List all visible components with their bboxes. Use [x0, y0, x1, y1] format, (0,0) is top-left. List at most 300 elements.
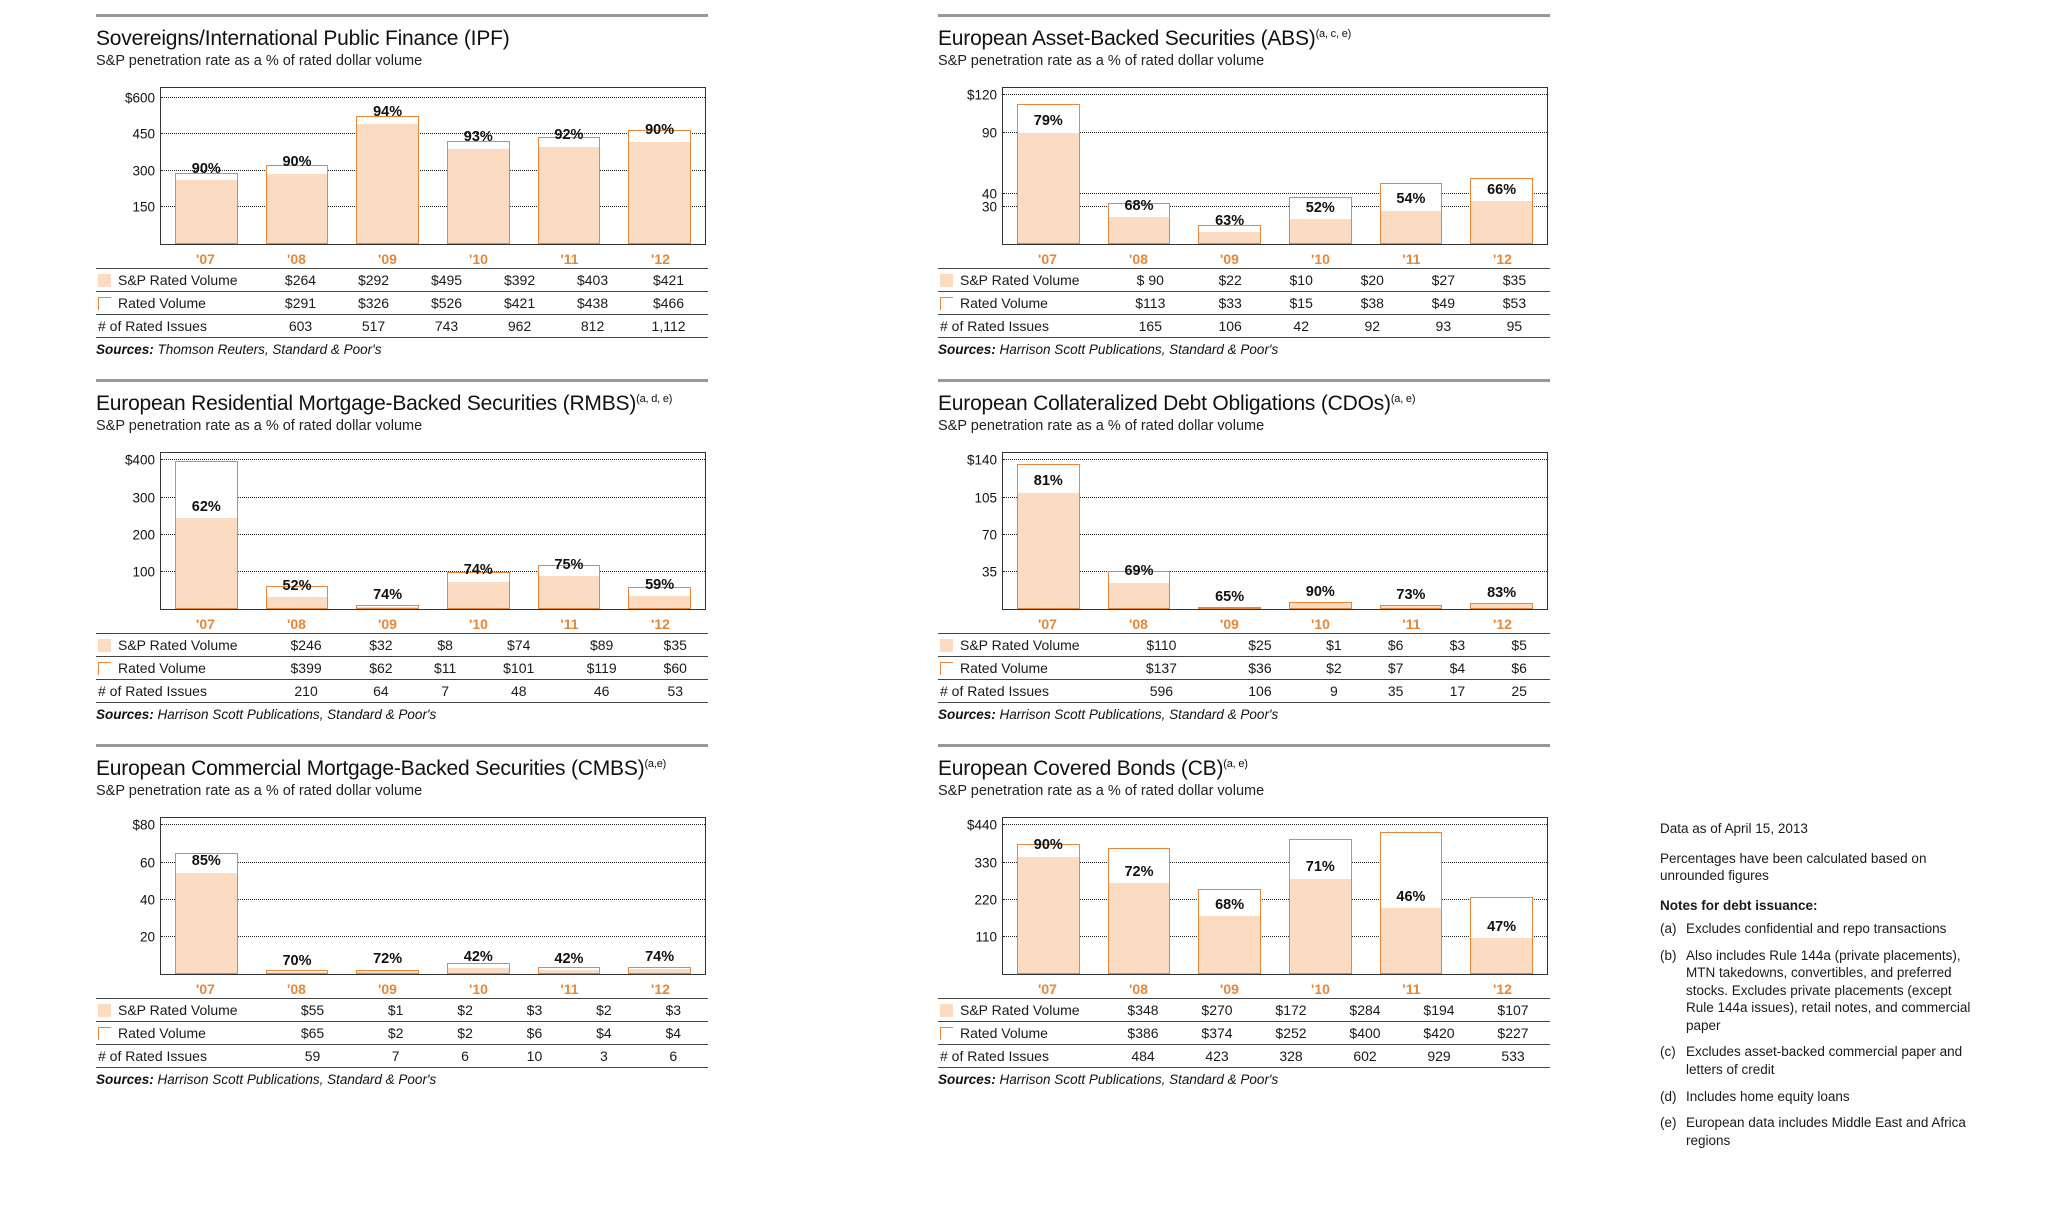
plot-area: [966, 817, 1548, 975]
table-row-label-text: # of Rated Issues: [98, 683, 207, 699]
x-axis-tick-label: '08: [1129, 981, 1148, 997]
x-axis-tick-label: '09: [1220, 616, 1239, 632]
x-axis-tick-label: '12: [651, 251, 670, 267]
x-axis-tick-label: '07: [196, 616, 215, 632]
bar-group: [175, 453, 238, 609]
table-cell: $101: [477, 657, 561, 680]
legend-filled-swatch-icon: [98, 274, 111, 287]
panel-title: [938, 757, 1558, 781]
data-table: [938, 998, 1550, 1068]
bar-percent-label: 74%: [645, 949, 675, 966]
bar-sp-rated-volume: [629, 142, 690, 243]
table-cell: $4: [1427, 657, 1489, 680]
table-cell: $3: [500, 999, 569, 1022]
sources-line: [96, 342, 716, 357]
bar-group: [356, 818, 419, 974]
sources-text: Harrison Scott Publications, Standard & Poor's: [999, 1072, 1279, 1087]
legend-outline-swatch-icon: [98, 1027, 111, 1040]
legend-outline-swatch-icon: [98, 662, 111, 675]
bar-percent-label: 92%: [554, 126, 584, 143]
table-row-label: [938, 1022, 1106, 1045]
table-cell: 929: [1402, 1045, 1476, 1068]
y-axis-tick-label: 40: [139, 892, 155, 908]
bar-chart: [98, 77, 716, 267]
bar-rated-volume: [266, 970, 329, 974]
bar-sp-rated-volume: [448, 968, 509, 973]
table-cell: $10: [1266, 269, 1337, 292]
panel-title-footnote: (a, e): [1223, 758, 1248, 770]
x-axis-tick-label: '07: [1038, 616, 1057, 632]
bar-group: [266, 88, 329, 244]
table-row-label-text: # of Rated Issues: [940, 318, 1049, 334]
table-row-label: [96, 315, 264, 338]
table-cell: $38: [1337, 292, 1408, 315]
bar-group: [628, 818, 691, 974]
sources-line: [938, 1072, 1558, 1087]
table-cell: $264: [264, 269, 337, 292]
panel-title-footnote: (a, e): [1390, 393, 1416, 405]
table-cell: $35: [642, 634, 708, 657]
table-cell: 423: [1180, 1045, 1254, 1068]
bar-percent-label: 81%: [1033, 473, 1063, 490]
data-table: [938, 633, 1550, 703]
table-cell: $420: [1402, 1022, 1476, 1045]
table-cell: 165: [1106, 315, 1195, 338]
bar-rated-volume: [175, 853, 238, 974]
bar-sp-rated-volume: [357, 971, 418, 973]
sources-text: Harrison Scott Publications, Standard & Poor's: [999, 707, 1279, 722]
table-cell: 59: [264, 1045, 361, 1068]
chart-panel: [96, 379, 716, 722]
note-tag: (b): [1660, 947, 1677, 963]
bar-sp-rated-volume: [1290, 219, 1351, 243]
panel-subtitle: S&P penetration rate as a % of rated dollar volume: [938, 418, 1265, 434]
table-cell: 10: [500, 1045, 569, 1068]
table-cell: $399: [264, 657, 348, 680]
chart-panel: [938, 744, 1558, 1087]
bar-percent-label: 46%: [1396, 889, 1426, 906]
table-row-label: [96, 1045, 264, 1068]
table-row-label-text: # of Rated Issues: [940, 1048, 1049, 1064]
y-axis-tick-label: $120: [966, 87, 997, 103]
bar-sp-rated-volume: [1199, 916, 1260, 973]
table-cell: $65: [264, 1022, 361, 1045]
table-cell: 602: [1328, 1045, 1402, 1068]
bar-percent-label: 93%: [463, 129, 493, 146]
x-axis-tick-label: '07: [1038, 981, 1057, 997]
x-axis-tick-label: '09: [1220, 981, 1239, 997]
table-cell: $119: [561, 657, 643, 680]
table-cell: 533: [1476, 1045, 1550, 1068]
table-cell: $4: [569, 1022, 638, 1045]
table-row-label-text: Rated Volume: [960, 660, 1048, 676]
table-row-label-text: S&P Rated Volume: [960, 272, 1080, 288]
table-cell: $526: [410, 292, 483, 315]
bar-percent-label: 74%: [373, 586, 403, 603]
x-axis-tick-label: '09: [378, 981, 397, 997]
x-axis-tick-label: '07: [196, 981, 215, 997]
table-row-label-text: S&P Rated Volume: [118, 1002, 238, 1018]
table-cell: $11: [414, 657, 477, 680]
table-cell: $6: [1488, 657, 1550, 680]
legend-filled-swatch-icon: [98, 1004, 111, 1017]
table-cell: $6: [1365, 634, 1427, 657]
bar-rated-volume: [628, 130, 691, 244]
table-cell: $20: [1337, 269, 1408, 292]
plot-area: [966, 87, 1548, 245]
table-cell: $2: [430, 1022, 499, 1045]
note-item: [1660, 1088, 1980, 1106]
bar-percent-label: 85%: [191, 852, 221, 869]
table-cell: $495: [410, 269, 483, 292]
y-axis-tick-label: 20: [139, 929, 155, 945]
bar-group: [1470, 818, 1533, 974]
table-cell: $466: [629, 292, 708, 315]
table-cell: 603: [264, 315, 337, 338]
bar-group: [1289, 453, 1352, 609]
table-row-label: [96, 1022, 264, 1045]
panel-title-text: European Residential Mortgage-Backed Securities (RMBS): [96, 392, 637, 415]
sources-label: Sources:: [96, 1072, 154, 1087]
table-row-label: [938, 315, 1106, 338]
bar-sp-rated-volume: [1471, 938, 1532, 973]
table-cell: $7: [1365, 657, 1427, 680]
bar-rated-volume: [1289, 602, 1352, 609]
bars-container: [161, 818, 705, 974]
table-cell: $2: [361, 1022, 430, 1045]
table-cell: $403: [556, 269, 629, 292]
bar-percent-label: 70%: [282, 953, 312, 970]
bar-percent-label: 83%: [1487, 584, 1517, 601]
table-cell: $1: [1303, 634, 1365, 657]
bar-percent-label: 66%: [1487, 181, 1517, 198]
bar-percent-label: 42%: [554, 951, 584, 968]
sources-text: Thomson Reuters, Standard & Poor's: [157, 342, 382, 357]
note-text: Excludes confidential and repo transactions: [1686, 921, 1947, 937]
bars-container: [161, 453, 705, 609]
panel-title-text: European Covered Bonds (CB): [938, 757, 1224, 780]
bar-group: [175, 818, 238, 974]
chart-panel: [938, 14, 1558, 357]
panel-divider: [96, 14, 708, 17]
bar-percent-label: 90%: [1305, 583, 1335, 600]
x-axis-labels: [1002, 616, 1548, 632]
x-axis-tick-label: '10: [469, 981, 488, 997]
table-cell: 92: [1337, 315, 1408, 338]
bar-rated-volume: [175, 173, 238, 244]
bar-rated-volume: [1017, 844, 1080, 974]
bar-percent-label: 63%: [1215, 212, 1245, 229]
table-row: [938, 1045, 1550, 1068]
table-cell: $113: [1106, 292, 1195, 315]
bar-percent-label: 90%: [191, 160, 221, 177]
table-cell: $110: [1106, 634, 1217, 657]
x-axis-tick-label: '07: [1038, 251, 1057, 267]
note-text: Excludes asset-backed commercial paper and letters of credit: [1686, 1044, 1963, 1078]
table-row: [96, 1022, 708, 1045]
panel-title: [938, 392, 1558, 416]
bar-sp-rated-volume: [267, 972, 328, 973]
x-axis-tick-label: '11: [560, 251, 579, 267]
bar-sp-rated-volume: [448, 149, 509, 243]
y-axis-tick-label: 105: [974, 490, 997, 506]
table-cell: $8: [414, 634, 477, 657]
y-axis-tick-label: $80: [132, 817, 155, 833]
x-axis-tick-label: '08: [1129, 251, 1148, 267]
table-row: [938, 999, 1550, 1022]
table-cell: 35: [1365, 680, 1427, 703]
bar-percent-label: 68%: [1215, 896, 1245, 913]
bar-percent-label: 71%: [1305, 858, 1335, 875]
table-row-label-text: Rated Volume: [960, 1025, 1048, 1041]
bar-sp-rated-volume: [357, 607, 418, 609]
x-axis-tick-label: '12: [1493, 251, 1512, 267]
table-cell: 46: [561, 680, 643, 703]
bar-group: [1017, 453, 1080, 609]
panel-divider: [938, 379, 1550, 382]
table-row-label: [938, 1045, 1106, 1068]
panel-title-text: European Asset-Backed Securities (ABS): [938, 27, 1316, 50]
panel-title-text: European Commercial Mortgage-Backed Securities (CMBS): [96, 757, 645, 780]
panel-title: [96, 27, 716, 51]
bar-percent-label: 62%: [191, 498, 221, 515]
table-cell: 42: [1266, 315, 1337, 338]
bar-group: [175, 88, 238, 244]
panel-subtitle: S&P penetration rate as a % of rated dollar volume: [938, 783, 1265, 799]
bar-percent-label: 90%: [282, 153, 312, 170]
bar-rated-volume: [538, 137, 601, 244]
legend-outline-swatch-icon: [98, 297, 111, 310]
table-cell: $25: [1217, 634, 1303, 657]
x-axis-labels: [1002, 251, 1548, 267]
bar-rated-volume: [356, 605, 419, 609]
bar-rated-volume: [1380, 605, 1443, 609]
table-cell: $1: [361, 999, 430, 1022]
y-axis-tick-label: 70: [981, 527, 997, 543]
x-axis-tick-label: '11: [560, 981, 579, 997]
table-row-label: [938, 680, 1106, 703]
x-axis-tick-label: '11: [560, 616, 579, 632]
table-row: [96, 269, 708, 292]
middle-column: [938, 14, 1558, 1109]
note-text: Includes home equity loans: [1686, 1088, 1850, 1104]
bar-group: [628, 88, 691, 244]
note-text: European data includes Middle East and Africa regions: [1686, 1115, 1966, 1148]
sources-line: [96, 707, 716, 722]
bar-sp-rated-volume: [1018, 493, 1079, 608]
sources-line: [96, 1072, 716, 1087]
bar-sp-rated-volume: [1018, 857, 1079, 973]
x-axis-tick-label: '10: [1311, 981, 1330, 997]
bar-rated-volume: [356, 116, 419, 244]
bar-sp-rated-volume: [1109, 217, 1170, 243]
sources-label: Sources:: [938, 707, 996, 722]
table-row-label: [938, 269, 1106, 292]
y-axis-tick-label: $440: [966, 817, 997, 833]
bar-rated-volume: [447, 141, 510, 244]
panel-subtitle: S&P penetration rate as a % of rated dollar volume: [96, 53, 423, 69]
table-cell: $74: [477, 634, 561, 657]
sources-text: Harrison Scott Publications, Standard & Poor's: [157, 707, 437, 722]
table-cell: $227: [1476, 1022, 1550, 1045]
table-cell: 596: [1106, 680, 1217, 703]
bar-group: [1289, 88, 1352, 244]
percent-note: Percentages have been calculated based on unrounded figures: [1660, 850, 1927, 884]
table-row: [96, 315, 708, 338]
table-cell: $421: [483, 292, 556, 315]
data-table: [96, 633, 708, 703]
bar-rated-volume: [1470, 603, 1533, 609]
bar-chart: [940, 442, 1558, 632]
bar-group: [1198, 453, 1261, 609]
bar-group: [1289, 818, 1352, 974]
table-row-label-text: S&P Rated Volume: [118, 272, 238, 288]
table-cell: $107: [1476, 999, 1550, 1022]
bar-percent-label: 42%: [463, 949, 493, 966]
bar-percent-label: 47%: [1487, 918, 1517, 935]
panel-title-footnote: (a, d, e): [636, 393, 673, 405]
table-cell: 106: [1195, 315, 1266, 338]
bar-group: [356, 88, 419, 244]
x-axis-tick-label: '12: [651, 616, 670, 632]
x-axis-tick-label: '09: [1220, 251, 1239, 267]
x-axis-tick-label: '10: [469, 251, 488, 267]
bars-container: [1003, 88, 1547, 244]
bar-sp-rated-volume: [357, 124, 418, 243]
x-axis-tick-label: '08: [287, 981, 306, 997]
bar-sp-rated-volume: [1199, 232, 1260, 243]
bar-sp-rated-volume: [539, 970, 600, 973]
table-row: [938, 634, 1550, 657]
notes-column: [1660, 820, 1980, 1158]
bars-container: [1003, 453, 1547, 609]
bar-percent-label: 72%: [373, 951, 403, 968]
y-axis-tick-label: 300: [132, 163, 155, 179]
bar-percent-label: 52%: [1305, 200, 1335, 217]
bar-sp-rated-volume: [1471, 604, 1532, 608]
table-cell: $5: [1488, 634, 1550, 657]
bar-sp-rated-volume: [629, 969, 690, 973]
bar-percent-label: 73%: [1396, 586, 1426, 603]
y-axis-tick-label: 150: [132, 199, 155, 215]
x-axis-tick-label: '11: [1402, 981, 1421, 997]
note-text: Also includes Rule 144a (private placements), MTN takedowns, convertibles, and preferred stocks. Excludes private placements (except Rule 144a issues), retail notes, and commercial paper: [1686, 947, 1971, 1033]
table-cell: $53: [1479, 292, 1550, 315]
notes-title: Notes for debt issuance:: [1660, 897, 1818, 913]
bar-sp-rated-volume: [448, 582, 509, 608]
panel-title-text: Sovereigns/International Public Finance (IPF): [96, 27, 510, 50]
table-cell: $55: [264, 999, 361, 1022]
table-cell: $35: [1479, 269, 1550, 292]
bar-sp-rated-volume: [1381, 211, 1442, 243]
y-axis-tick-label: 200: [132, 527, 155, 543]
x-axis-tick-label: '12: [1493, 981, 1512, 997]
panel-divider: [938, 14, 1550, 17]
panel-title: [938, 27, 1558, 51]
table-row: [96, 657, 708, 680]
y-axis-tick-label: 30: [981, 199, 997, 215]
bar-sp-rated-volume: [176, 873, 237, 973]
bar-sp-rated-volume: [539, 147, 600, 243]
chart-panel: [938, 379, 1558, 722]
bar-group: [1470, 453, 1533, 609]
x-axis-tick-label: '08: [287, 251, 306, 267]
panel-title-text: European Collateralized Debt Obligations (CDOs): [938, 392, 1391, 415]
bar-percent-label: 74%: [463, 562, 493, 579]
table-row-label: [938, 292, 1106, 315]
x-axis-labels: [160, 981, 706, 997]
sources-label: Sources:: [938, 342, 996, 357]
left-column: [96, 14, 716, 1109]
table-cell: $292: [337, 269, 410, 292]
legend-filled-swatch-icon: [940, 639, 953, 652]
table-cell: 93: [1408, 315, 1479, 338]
bar-sp-rated-volume: [1290, 879, 1351, 973]
x-axis-tick-label: '11: [1402, 616, 1421, 632]
bar-group: [1470, 88, 1533, 244]
note-tag: (d): [1660, 1088, 1677, 1104]
note-tag: (e): [1660, 1115, 1677, 1131]
plot-area: [966, 452, 1548, 610]
table-cell: $438: [556, 292, 629, 315]
note-item: [1660, 920, 1980, 938]
bar-sp-rated-volume: [1109, 583, 1170, 608]
bar-group: [447, 818, 510, 974]
bar-group: [538, 818, 601, 974]
panel-divider: [96, 379, 708, 382]
x-axis-tick-label: '12: [1493, 616, 1512, 632]
table-cell: $194: [1402, 999, 1476, 1022]
bar-sp-rated-volume: [1018, 133, 1079, 243]
table-row: [96, 680, 708, 703]
table-row: [938, 1022, 1550, 1045]
table-cell: $27: [1408, 269, 1479, 292]
table-row-label: [96, 657, 264, 680]
bar-sp-rated-volume: [267, 174, 328, 243]
bars-container: [161, 88, 705, 244]
data-table: [96, 268, 708, 338]
bar-sp-rated-volume: [176, 518, 237, 608]
table-row: [938, 680, 1550, 703]
y-axis-tick-label: 220: [974, 892, 997, 908]
bar-group: [1108, 818, 1171, 974]
table-cell: $326: [337, 292, 410, 315]
bar-group: [447, 453, 510, 609]
bar-sp-rated-volume: [176, 180, 237, 243]
bar-group: [1108, 88, 1171, 244]
table-row: [96, 999, 708, 1022]
table-row-label-text: Rated Volume: [118, 660, 206, 676]
y-axis-tick-label: 450: [132, 126, 155, 142]
table-cell: $22: [1195, 269, 1266, 292]
bar-percent-label: 54%: [1396, 191, 1426, 208]
table-cell: $348: [1106, 999, 1180, 1022]
bar-sp-rated-volume: [1381, 606, 1442, 608]
sources-line: [938, 707, 1558, 722]
bar-group: [1380, 453, 1443, 609]
table-row: [938, 292, 1550, 315]
x-axis-tick-label: '09: [378, 251, 397, 267]
data-as-of: Data as of April 15, 2013: [1660, 821, 1808, 836]
bar-percent-label: 68%: [1124, 197, 1154, 214]
table-row: [938, 315, 1550, 338]
bar-group: [538, 88, 601, 244]
bar-sp-rated-volume: [267, 597, 328, 608]
y-axis-tick-label: 90: [981, 125, 997, 141]
x-axis-labels: [160, 616, 706, 632]
panel-title: [96, 392, 716, 416]
table-cell: $60: [642, 657, 708, 680]
